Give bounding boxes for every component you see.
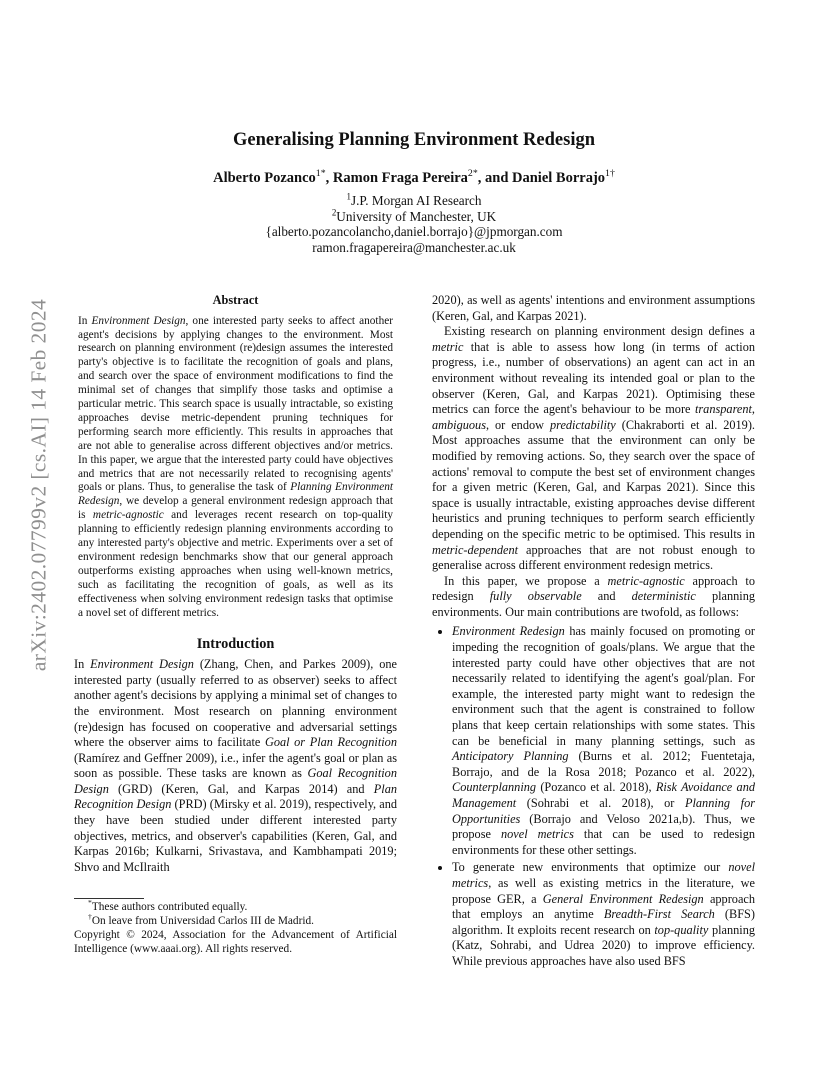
body-paragraph: In this paper, we propose a metric-agnostic approach to redesign fully observable and deterministic planning environments. Our main contributions are twofold, as follows: <box>432 573 756 619</box>
affiliation-superscript: 2 <box>331 207 337 218</box>
footnote-equal-contribution: *These authors contributed equally. <box>88 898 248 913</box>
affiliation-line: $^1$J.P. Morgan AI Research <box>346 191 482 208</box>
body-paragraph: 2020), as well as agents' intentions and environment assumptions (Keren, Gal, and Karpas 2021). <box>432 293 755 323</box>
footnotes <box>74 898 397 957</box>
author-name: Ramon Fraga Pereira <box>332 170 468 186</box>
author-superscript: 1† <box>605 168 615 180</box>
author-superscript: 1* <box>315 168 326 180</box>
footnote-leave: †On leave from Universidad Carlos III de Madrid. <box>88 912 314 927</box>
arxiv-identifier: arXiv:2402.07799v2 [cs.AI] 14 Feb 2024 <box>26 298 51 672</box>
author-name: Alberto Pozanco <box>213 170 316 186</box>
paper-title: Generalising Planning Environment Redesign <box>233 130 595 150</box>
affiliations <box>0 193 828 255</box>
abstract-text: In Environment Design, one interested party seeks to affect another agent's decisions by applying changes to the environment. Most research on planning environment (re)design assumes the interested party's objective is to facilitate the recognition of goals and plans, and search over the space of environment modifications to find the minimal set of changes that simplify those tasks and optimise a particular metric. This search space is usually intractable, so existing approaches devise metric-dependent pruning techniques for performing search more efficiently. This results in approaches that are not able to generalise across different objectives and/or metrics. In this paper, we argue that the interested party could have objectives and metrics that are not necessarily related to recognising agents' goals or plans. Thus, to generalise the task of Planning Environment Redesign, we develop a general environment redesign approach that is metric-agnostic and leverages recent research on top-quality planning to efficiently redesign planning environments according to any interested party's objective and metric. Experiments over a set of environment redesign benchmarks show that our general approach outperforms existing approaches when using well-known metrics, such as facilitating the recognition of goals, as well as its effectiveness when solving environment redesign tasks that optimise a novel set of different metrics. <box>78 314 394 619</box>
author-email: ramon.fragapereira@manchester.ac.uk <box>312 239 516 255</box>
right-column <box>432 293 755 972</box>
contribution-item: • To generate new environments that optimize our novel metrics, as well as existing metrics in the literature, we propose GER, a General Environment Redesign approach that employs an anytime Breadth-First Search (BFS) algorithm. It exploits recent research on top-quality planning (Katz, Sohrabi, and Udrea 2020) to improve efficiency. While previous approaches have also used BFS <box>452 860 755 969</box>
author-emails: {alberto.pozancolancho,daniel.borrajo}@jpmorgan.com <box>265 224 563 239</box>
affiliation-superscript: 1 <box>346 191 351 202</box>
author-superscript: 2* <box>467 168 478 180</box>
introduction-paragraph: In Environment Design (Zhang, Chen, and Parkes 2009), one interested party (usually referred to as observer) seeks to affect another agent's decisions by applying a minimal set of changes to the environment. Most research on planning environment (re)design has focused on cooperative and adversarial settings where the observer aims to facilitate Goal or Plan Recognition (Ramírez and Geffner 2009), i.e., infer the agent's goal or plan as soon as possible. These tasks are known as Goal Recognition Design (GRD) (Keren, Gal, and Karpas 2014) and Plan Recognition Design (PRD) (Mirsky et al. 2019), respectively, and they have been studied under different interested party objectives, metrics, and observer's capabilities (Keren, Gal, and Karpas 2016b; Kulkarni, Srivastava, and Kambhampati 2019; Shvo and McIlraith <box>74 657 397 874</box>
arxiv-sidebar <box>22 292 56 678</box>
left-column <box>74 293 397 875</box>
copyright-notice: Copyright © 2024, Association for the Advancement of Artificial Intelligence (www.aaai.org). All rights reserved. <box>74 928 397 955</box>
footnote-divider <box>74 898 144 899</box>
contribution-item: • Environment Redesign has mainly focused on promoting or impeding the recognition of goals/plans. We argue that the interested party could have other objectives that are not necessarily related to identifying the agent's goal/plan. For example, the interested party might want to redesign the environment such that the agent is constrained to follow plans that keep certain relationships with some states. This can be beneficial in many planning settings, such as Anticipatory Planning (Burns et al. 2012; Fuentetaja, Borrajo, and de la Rosa 2018; Pozanco et al. 2022), Counterplanning (Pozanco et al. 2018), Risk Avoidance and Management (Sohrabi et al. 2018), or Planning for Opportunities (Borrajo and Veloso 2021a,b). Thus, we propose novel metrics that can be used to redesign environments for these other settings. <box>452 624 755 858</box>
author-name: and Daniel Borrajo <box>485 170 606 186</box>
affiliation-line: $^2$University of Manchester, UK <box>331 207 497 224</box>
body-paragraph: Existing research on planning environment design defines a metric that is able to assess how long (in terms of action progress, i.e., number of observations) an agent can act in an environment without revealing its intended goal or plan to the observer (Keren, Gal, and Karpas 2021). Optimising these metrics can force the agent's behaviour to be more transparent, ambiguous, or endow predictability (Chakraborti et al. 2019). Most approaches assume that the environment can only be modified by removing actions. So, they search over the space of actions' removal to compute the best set of environment changes for a given metric (Keren, Gal, and Karpas 2021). Since this space is usually intractable, existing approaches devise different heuristics and pruning techniques to perform search efficiently depending on the specific metric to be optimised. This results in metric-dependent approaches that are not robust enough to generalise across different environment redesign metrics. <box>432 324 756 573</box>
abstract-heading: Abstract <box>212 293 259 307</box>
contribution-list <box>432 624 755 969</box>
author-list: Alberto Pozanco$^{1*}$, Ramon Fraga Pereira$^{2*}$, and Daniel Borrajo$^{1\dagger}$ <box>213 168 615 186</box>
introduction-heading: Introduction <box>196 635 275 652</box>
